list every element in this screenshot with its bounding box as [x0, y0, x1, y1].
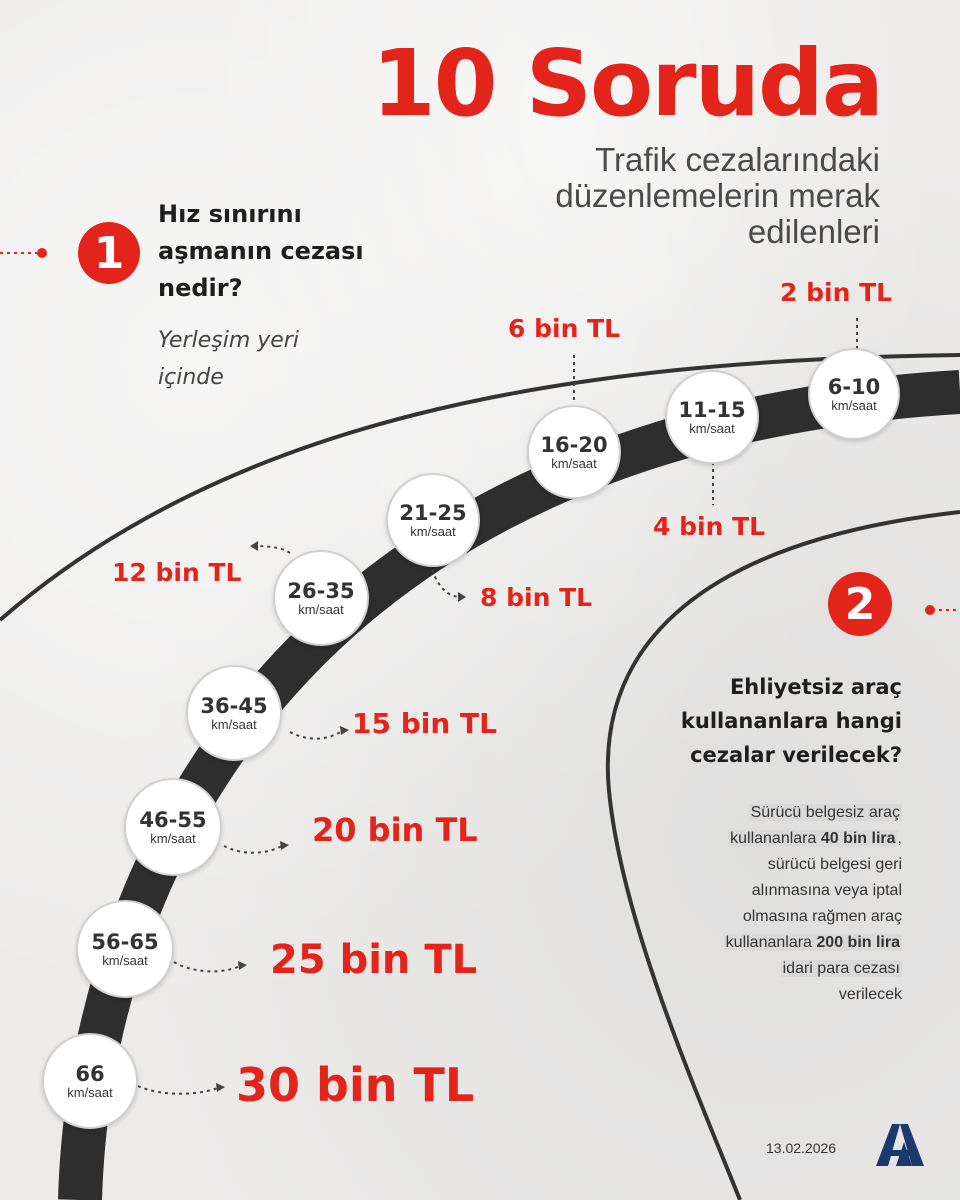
- speed-unit: km/saat: [689, 420, 735, 436]
- speed-range: 16-20: [540, 432, 608, 457]
- speed-circle-46-55: [124, 778, 222, 876]
- speed-range: 26-35: [287, 578, 355, 603]
- body-line: kullananlara 200 bin lira: [725, 934, 900, 951]
- speed-circle-26-35: [273, 550, 369, 646]
- speed-range: 66: [75, 1061, 105, 1086]
- speed-circle-36-45: [186, 665, 282, 761]
- body-line: Sürücü belgesiz araç: [750, 804, 900, 821]
- fine-label-6bin: 6 bin TL: [508, 314, 621, 343]
- speed-unit: km/saat: [67, 1084, 113, 1100]
- speed-circle-66: [42, 1033, 138, 1129]
- fine-label-20bin: 20 bin TL: [312, 811, 478, 849]
- question-1-text: Hız sınırını aşmanın cezası nedir?: [158, 200, 364, 302]
- connector-8bin: [432, 570, 458, 597]
- speed-unit: km/saat: [551, 455, 597, 471]
- body-line: verilecek: [838, 986, 902, 1003]
- body-line: sürücü belgesi geri: [767, 856, 902, 873]
- fine-label-30bin: 30 bin TL: [236, 1058, 475, 1112]
- body-line: olmasına rağmen araç: [742, 908, 902, 925]
- speed-range: 11-15: [678, 397, 746, 422]
- speed-unit: km/saat: [410, 523, 456, 539]
- speed-unit: km/saat: [150, 830, 196, 846]
- connector-20bin: [224, 846, 282, 853]
- body-line: idari para cezası: [782, 960, 900, 977]
- question-1-subtext: Yerleşim yeri içinde: [158, 328, 299, 390]
- connector-25bin: [174, 962, 240, 971]
- page-title: 10 Soruda: [371, 30, 882, 137]
- fine-label-4bin: 4 bin TL: [653, 512, 766, 541]
- speed-range: 36-45: [200, 693, 268, 718]
- question-2-badge: 2: [828, 572, 892, 636]
- aa-logo-icon: [874, 1120, 926, 1168]
- speed-range: 46-55: [139, 807, 207, 832]
- connector-15bin: [290, 731, 342, 739]
- speed-range: 6-10: [827, 374, 881, 399]
- connector-12bin: [256, 546, 290, 553]
- body-highlight-amount: 40 bin lira: [820, 830, 896, 847]
- fine-label-8bin: 8 bin TL: [480, 583, 593, 612]
- speed-unit: km/saat: [831, 397, 877, 413]
- road-band: [80, 392, 960, 1200]
- speed-circle-56-65: [76, 900, 174, 998]
- fine-label-12bin: 12 bin TL: [112, 558, 242, 587]
- body-line: kullananlara 40 bin lira: [730, 830, 896, 847]
- speed-unit: km/saat: [211, 716, 257, 732]
- publish-date: 13.02.2026: [766, 1140, 837, 1156]
- body-highlight-amount: 200 bin lira: [816, 934, 900, 951]
- page-subtitle: Trafik cezalarındaki düzenlemelerin merak edilenleri: [555, 141, 880, 250]
- speed-unit: km/saat: [102, 952, 148, 968]
- speed-range: 56-65: [91, 929, 159, 954]
- q2-connector-dot: [925, 605, 935, 615]
- fine-label-25bin: 25 bin TL: [270, 937, 478, 983]
- question-2-text: Ehliyetsiz araç kullananlara hangi cezalar verilecek?: [680, 675, 902, 767]
- question-2-body: Sürücü belgesiz araç kullananlara 40 bin lira , sürücü belgesi geri alınmasına veya iptal olmasına rağmen araç kullananlara 200 bin lira idari para cezası verilecek: [725, 804, 902, 1003]
- speed-circle-6-10: [808, 348, 900, 440]
- fine-label-15bin: 15 bin TL: [352, 707, 497, 740]
- q1-connector-dot: [37, 248, 47, 258]
- connector-30bin: [138, 1086, 218, 1094]
- body-line: alınmasına veya iptal: [751, 882, 902, 899]
- speed-unit: km/saat: [298, 601, 344, 617]
- speed-circle-16-20: [527, 405, 621, 499]
- question-1-badge: 1: [78, 222, 140, 284]
- speed-circle-11-15: [665, 370, 759, 464]
- speed-range: 21-25: [399, 500, 467, 525]
- fine-label-2bin: 2 bin TL: [780, 278, 893, 307]
- speed-circle-21-25: [386, 473, 480, 567]
